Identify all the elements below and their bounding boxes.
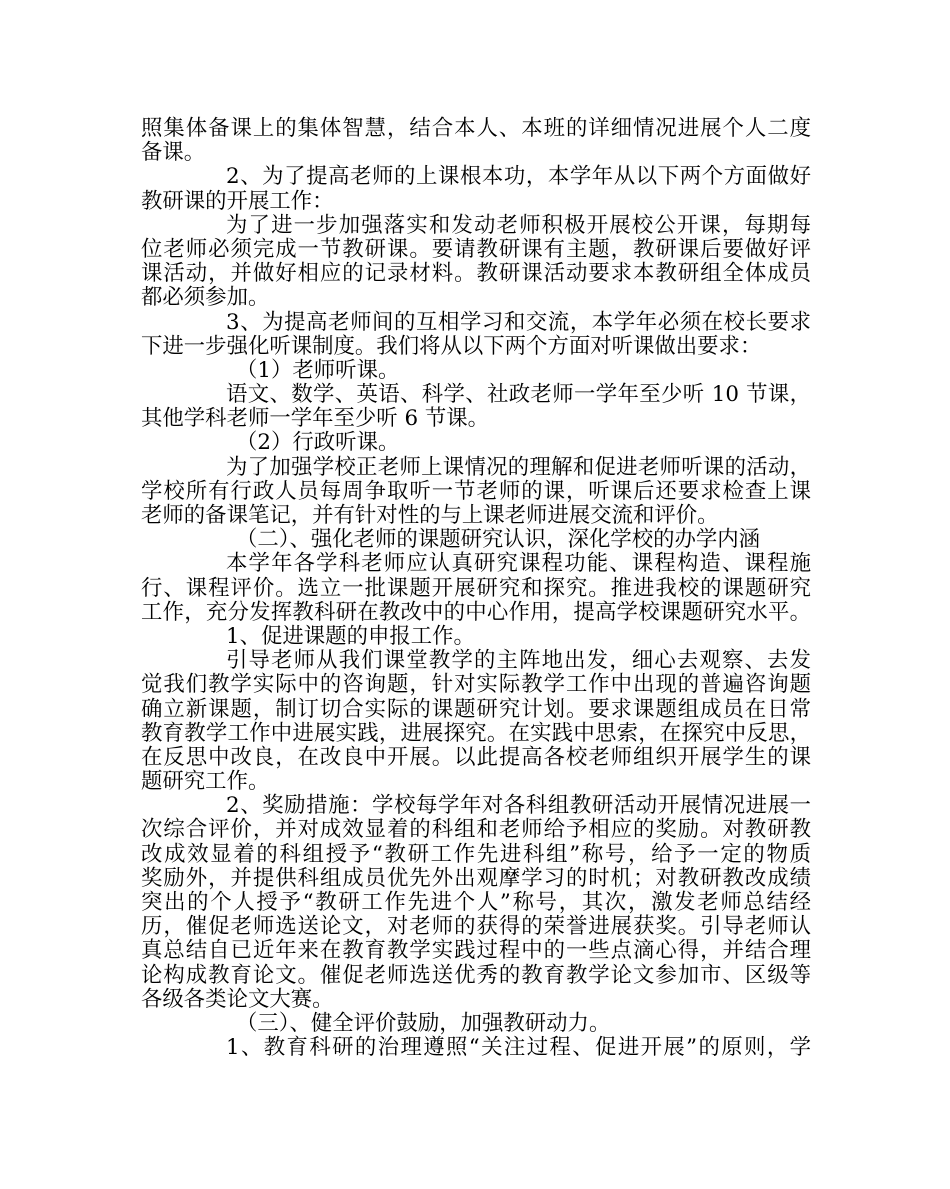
text-line: 各级各类论文大赛。: [141, 986, 334, 1012]
text-line: 备课。: [141, 140, 206, 166]
text-line: 2、奖励措施：学校每学年对各科组教研活动开展情况进展一: [226, 793, 811, 819]
text-line: 改成效显着的科组授予“教研工作先进科组”称号，给予一定的物质: [141, 841, 811, 867]
section-heading: （三）、健全评价鼓励，加强教研动力。: [236, 1010, 611, 1036]
text-line: 1、促进课题的申报工作。: [226, 623, 475, 649]
text-line: 论构成教育论文。催促老师选送优秀的教育教学论文参加市、区级等: [141, 962, 811, 988]
sub-heading: （2）行政听课。: [236, 430, 400, 456]
section-heading: （二）、强化老师的课题研究认识，深化学校的办学内涵: [236, 527, 761, 553]
text-line: 引导老师从我们课堂教学的主阵地出发，细心去观察、去发: [226, 648, 811, 674]
text-line: 题研究工作。: [141, 769, 270, 795]
text-line: 位老师必须完成一节教研课。要请教研课有主题，教研课后要做好评: [141, 236, 811, 262]
sub-heading: （1）老师听课。: [236, 357, 400, 383]
text-line: 真总结自已近年来在教育教学实践过程中的一些点滴心得，并结合理: [141, 938, 811, 964]
text-line: 教育教学工作中进展实践，进展探究。在实践中思索，在探究中反思，: [141, 720, 811, 746]
text-line: 1、教育科研的治理遵照“关注过程、促进开展”的原则，学: [226, 1035, 811, 1061]
text-line: 为了加强学校正老师上课情况的理解和促进老师听课的活动，: [226, 454, 811, 480]
text-line: 历，催促老师选送论文，对老师的获得的荣誉进展获奖。引导老师认: [141, 914, 811, 940]
text-line: 工作，充分发挥教科研在教改中的中心作用，提高学校课题研究水平。: [141, 599, 811, 625]
text-line: 学校所有行政人员每周争取听一节老师的课，听课后还要求检查上课: [141, 478, 811, 504]
text-line: 突出的个人授予“教研工作先进个人”称号，其次，激发老师总结经: [141, 890, 811, 915]
text-line: 都必须参加。: [141, 285, 270, 311]
text-line: 为了进一步加强落实和发动老师积极开展校公开课，每期每: [226, 212, 811, 238]
text-line: 次综合评价，并对成效显着的科组和老师给予相应的奖励。对教研教: [141, 817, 811, 843]
text-line: 老师的备课笔记，并有针对性的与上课老师进展交流和评价。: [141, 503, 719, 528]
text-line: 3、为提高老师间的互相学习和交流，本学年必须在校长要求: [226, 309, 811, 335]
text-line: 确立新课题，制订切合实际的课题研究计划。要求课题组成员在日常: [141, 696, 811, 722]
text-line: 照集体备课上的集体智慧，结合本人、本班的详细情况进展个人二度: [141, 116, 811, 141]
text-line: 教研课的开展工作：: [141, 188, 334, 214]
text-line: 其他学科老师一学年至少听 6 节课。: [141, 406, 490, 432]
text-line: 奖励外，并提供科组成员优先外出观摩学习的时机；对教研教改成绩: [141, 865, 811, 891]
text-line: 觉我们教学实际中的咨询题，针对实际教学工作中出现的普遍咨询题: [141, 672, 811, 698]
text-line: 下进一步强化听课制度。我们将从以下两个方面对听课做出要求：: [141, 333, 762, 359]
text-line: 行、课程评价。选立一批课题开展研究和探究。推进我校的课题研究: [141, 575, 811, 601]
text-line: 2、为了提高老师的上课根本功，本学年从以下两个方面做好: [226, 164, 811, 190]
text-line: 本学年各学科老师应认真研究课程功能、课程构造、课程施: [226, 551, 811, 577]
text-line: 语文、数学、英语、科学、社政老师一学年至少听 10 节课，: [226, 382, 811, 408]
document-page: [141, 117, 811, 1060]
text-line: 课活动，并做好相应的记录材料。教研课活动要求本教研组全体成员: [141, 261, 811, 287]
text-line: 在反思中改良，在改良中开展。以此提高各校老师组织开展学生的课: [141, 744, 811, 770]
